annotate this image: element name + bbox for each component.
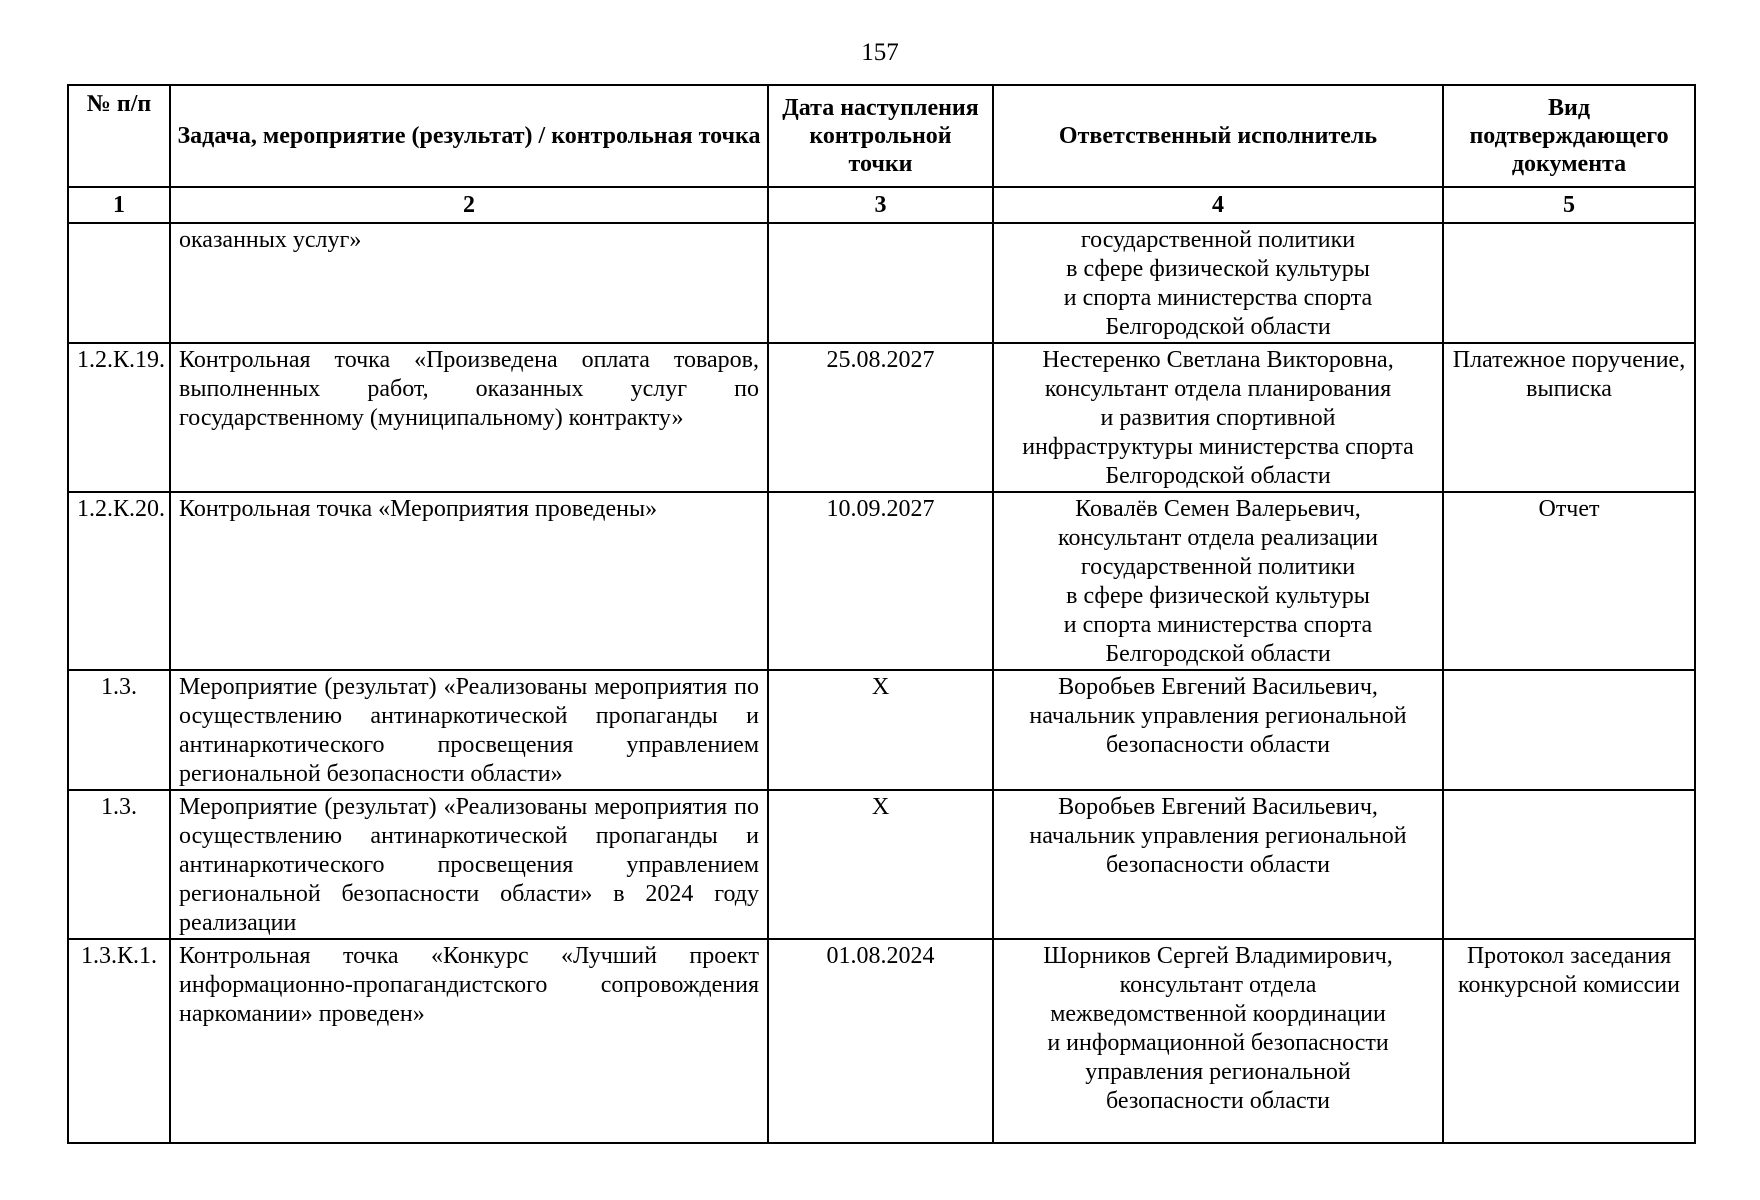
header-date: Дата наступления контрольной точки bbox=[768, 85, 993, 187]
row-number: 1.3. bbox=[68, 790, 170, 939]
row-responsible: Нестеренко Светлана Викторовна, консультант отдела планирования и развития спортивной инфраструктуры министерства спорта Белгородской области bbox=[993, 343, 1443, 492]
row-task: Контрольная точка «Конкурс «Лучший проект информационно-пропагандистского сопровождения наркомании» проведен» bbox=[170, 939, 768, 1143]
row-responsible: Ковалёв Семен Валерьевич, консультант отдела реализации государственной политики в сфере физической культуры и спорта министерства спорта Белгородской области bbox=[993, 492, 1443, 670]
table-row bbox=[68, 343, 1695, 492]
column-number: 2 bbox=[170, 187, 768, 223]
table-row bbox=[68, 790, 1695, 939]
row-document: Протокол заседания конкурсной комиссии bbox=[1443, 939, 1695, 1143]
row-date bbox=[768, 223, 993, 343]
table-header-row bbox=[68, 85, 1695, 187]
column-number: 4 bbox=[993, 187, 1443, 223]
column-number: 3 bbox=[768, 187, 993, 223]
header-task: Задача, мероприятие (результат) / контрольная точка bbox=[170, 85, 768, 187]
column-number: 1 bbox=[68, 187, 170, 223]
column-number: 5 bbox=[1443, 187, 1695, 223]
table-row bbox=[68, 223, 1695, 343]
row-date: X bbox=[768, 670, 993, 790]
row-number bbox=[68, 223, 170, 343]
row-document: Отчет bbox=[1443, 492, 1695, 670]
table-row bbox=[68, 492, 1695, 670]
row-document bbox=[1443, 790, 1695, 939]
header-document: Вид подтверждающего документа bbox=[1443, 85, 1695, 187]
row-date: X bbox=[768, 790, 993, 939]
row-number: 1.3.К.1. bbox=[68, 939, 170, 1143]
row-responsible: Шорников Сергей Владимирович, консультант отдела межведомственной координации и информационной безопасности управления региональной безопасности области bbox=[993, 939, 1443, 1143]
column-number-row bbox=[68, 187, 1695, 223]
row-date: 01.08.2024 bbox=[768, 939, 993, 1143]
row-number: 1.3. bbox=[68, 670, 170, 790]
row-document bbox=[1443, 223, 1695, 343]
row-task: Мероприятие (результат) «Реализованы мероприятия по осуществлению антинаркотической пропаганды и антинаркотического просвещения управлением региональной безопасности области» в 2024 году реализации bbox=[170, 790, 768, 939]
page-number: 157 bbox=[861, 39, 899, 66]
row-number: 1.2.К.20. bbox=[68, 492, 170, 670]
row-task: оказанных услуг» bbox=[170, 223, 768, 343]
row-task: Контрольная точка «Произведена оплата товаров, выполненных работ, оказанных услуг по государственному (муниципальному) контракту» bbox=[170, 343, 768, 492]
row-task: Контрольная точка «Мероприятия проведены» bbox=[170, 492, 768, 670]
row-document bbox=[1443, 670, 1695, 790]
row-responsible: Воробьев Евгений Васильевич, начальник управления региональной безопасности области bbox=[993, 670, 1443, 790]
control-points-table bbox=[67, 84, 1696, 1144]
row-document: Платежное поручение, выписка bbox=[1443, 343, 1695, 492]
row-responsible: государственной политики в сфере физической культуры и спорта министерства спорта Белгородской области bbox=[993, 223, 1443, 343]
header-number: № п/п bbox=[68, 85, 170, 187]
table-row bbox=[68, 939, 1695, 1143]
row-task: Мероприятие (результат) «Реализованы мероприятия по осуществлению антинаркотической пропаганды и антинаркотического просвещения управлением региональной безопасности области» bbox=[170, 670, 768, 790]
table-row bbox=[68, 670, 1695, 790]
row-date: 25.08.2027 bbox=[768, 343, 993, 492]
header-responsible: Ответственный исполнитель bbox=[993, 85, 1443, 187]
row-number: 1.2.К.19. bbox=[68, 343, 170, 492]
row-responsible: Воробьев Евгений Васильевич, начальник управления региональной безопасности области bbox=[993, 790, 1443, 939]
row-date: 10.09.2027 bbox=[768, 492, 993, 670]
